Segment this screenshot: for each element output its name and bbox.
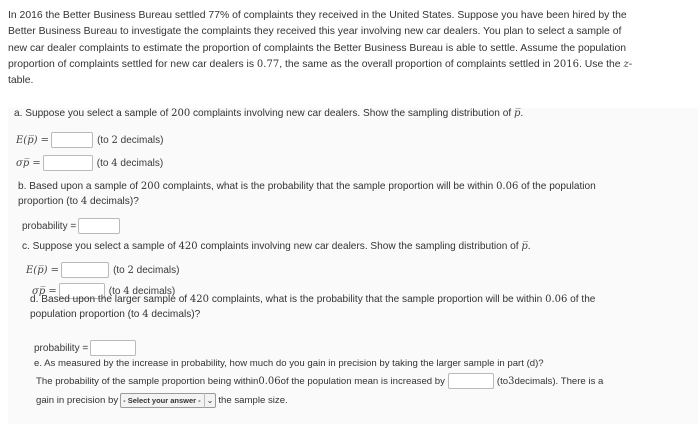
part-e-text-6: gain in precision by [36, 395, 119, 406]
part-c-text-1: c. Suppose you select a sample of [22, 241, 179, 252]
hint-number: 4 [111, 157, 118, 169]
part-b-decimals: 4 [80, 196, 88, 207]
part-d-question [30, 292, 694, 322]
part-c-pbar: p̅ [521, 241, 528, 252]
hint-text: (to [108, 285, 124, 297]
chevron-down-icon: ⌄ [204, 393, 214, 408]
intro-line-3: new car dealer complaints to estimate the proportion of complaints the Better Business Bureau is able to settle. Assume the population [8, 42, 627, 54]
part-b-question [18, 179, 694, 209]
intro-line-4b: , the same as the overall proportion of complaints settled in [279, 58, 554, 70]
select-label: - Select your answer - [123, 396, 201, 405]
part-e-answer-line-2 [36, 393, 696, 408]
intro-year: 2016 [553, 58, 579, 70]
part-b-text-2: complaints, what is the probability that the sample proportion will be within [159, 181, 497, 192]
part-c-sample-size: 420 [178, 241, 198, 252]
part-a-stddev-input[interactable] [43, 155, 93, 171]
hint-text: decimals) [117, 157, 164, 169]
part-d-text-4: population proportion (to [30, 309, 143, 320]
intro-proportion-value: 0.77 [256, 58, 280, 70]
part-a-text-2: complaints involving new car dealers. Show the sampling distribution of [190, 108, 514, 119]
intro-line-4a: proportion of complaints settled for new car dealers is [8, 58, 257, 70]
hint-text: (to [97, 134, 112, 146]
question-intro [8, 8, 686, 89]
part-a-expected-label: E(p̅) = [16, 134, 50, 146]
part-c-stddev-label: σp̅ = [32, 285, 57, 297]
part-b-text-3: of the population [518, 181, 596, 192]
hint-number: 4 [123, 285, 130, 297]
part-c-expected-hint [113, 265, 179, 276]
intro-z-symbol: z [623, 58, 629, 70]
part-a-stddev-row [16, 155, 163, 171]
part-c-text-3: . [527, 241, 531, 252]
hint-text: (to [96, 157, 112, 169]
part-a-expected-input[interactable] [51, 132, 93, 148]
part-e-increase-input[interactable] [448, 373, 494, 389]
intro-line-5: table. [8, 75, 34, 87]
part-d-within-value: 0.06 [545, 294, 568, 305]
part-d-probability-row [34, 340, 136, 356]
hint-text: decimals) [133, 264, 180, 276]
part-e-text-1: e. As measured by the increase in probability, how much do you gain in precision by taking the larger sample in part (d)? [34, 358, 544, 369]
hint-number: 2 [111, 134, 118, 146]
part-a-expected-row [16, 132, 163, 148]
part-a-pbar: p̅ [513, 108, 521, 119]
part-c-question [22, 239, 694, 254]
part-d-text-5: decimals)? [148, 309, 201, 320]
part-d-sample-size: 420 [189, 294, 210, 305]
part-b-within-value: 0.06 [496, 181, 519, 192]
part-e-text-4: (to [496, 375, 509, 387]
part-b-probability-row [22, 218, 120, 234]
part-c-expected-label: E(p̅) = [26, 264, 60, 276]
part-d-probability-label: probability = [34, 342, 89, 354]
part-d-text-3: of the [567, 294, 596, 305]
part-e-text-5: decimals). There is a [514, 375, 604, 387]
part-b-probability-input[interactable] [78, 218, 120, 234]
part-a-text-3: . [520, 108, 524, 119]
part-a-stddev-label: σp̅ = [16, 157, 41, 169]
hint-text: decimals) [117, 134, 164, 146]
intro-line-1: In 2016 the Better Business Bureau settled 77% of complaints they received in the United States. Suppose you have been hired by the [8, 10, 627, 21]
part-d-text-2: complaints, what is the probability that the sample proportion will be within [209, 294, 546, 305]
part-b-text-4: proportion (to [18, 196, 81, 207]
part-c-text-2: complaints involving new car dealers. Show the sampling distribution of [197, 241, 522, 252]
part-e-text-7: the sample size. [218, 395, 288, 406]
part-e-text-3: of the population mean is increased by [280, 375, 445, 387]
part-e-decimals: 3 [508, 375, 515, 387]
part-b-text-5: decimals)? [87, 196, 139, 207]
part-b-text-1: b. Based upon a sample of [18, 181, 141, 192]
part-e-answer-line-1 [36, 373, 696, 389]
part-a-question [14, 106, 694, 121]
part-e-select-dropdown[interactable] [120, 393, 216, 408]
intro-line-4d: - [628, 58, 633, 70]
part-a-text-1: a. Suppose you select a sample of [14, 108, 172, 119]
part-a-stddev-hint [97, 158, 163, 169]
part-a-expected-hint [97, 135, 163, 146]
hint-number: 2 [127, 264, 134, 276]
hint-text: (to [113, 264, 128, 276]
hint-text: decimals) [129, 285, 176, 297]
part-d-decimals: 4 [142, 309, 149, 320]
intro-line-2: Better Business Bureau to investigate the complaints they received this year involving new car dealers. You plan to select a sample of [8, 26, 622, 38]
part-b-sample-size: 200 [140, 181, 160, 192]
part-e-text-2: The probability of the sample proportion being within [36, 375, 259, 387]
part-e-within-value: 0.06 [258, 375, 281, 387]
part-a-sample-size: 200 [171, 108, 191, 119]
part-b-probability-label: probability = [22, 220, 77, 232]
intro-line-4c: . Use the [578, 58, 624, 70]
part-e-question [34, 356, 694, 371]
part-d-probability-input[interactable] [90, 340, 136, 356]
part-d-text-1: d. Based upon the larger sample of [30, 294, 190, 305]
part-c-expected-row [26, 262, 179, 278]
part-c-expected-input[interactable] [61, 262, 109, 278]
